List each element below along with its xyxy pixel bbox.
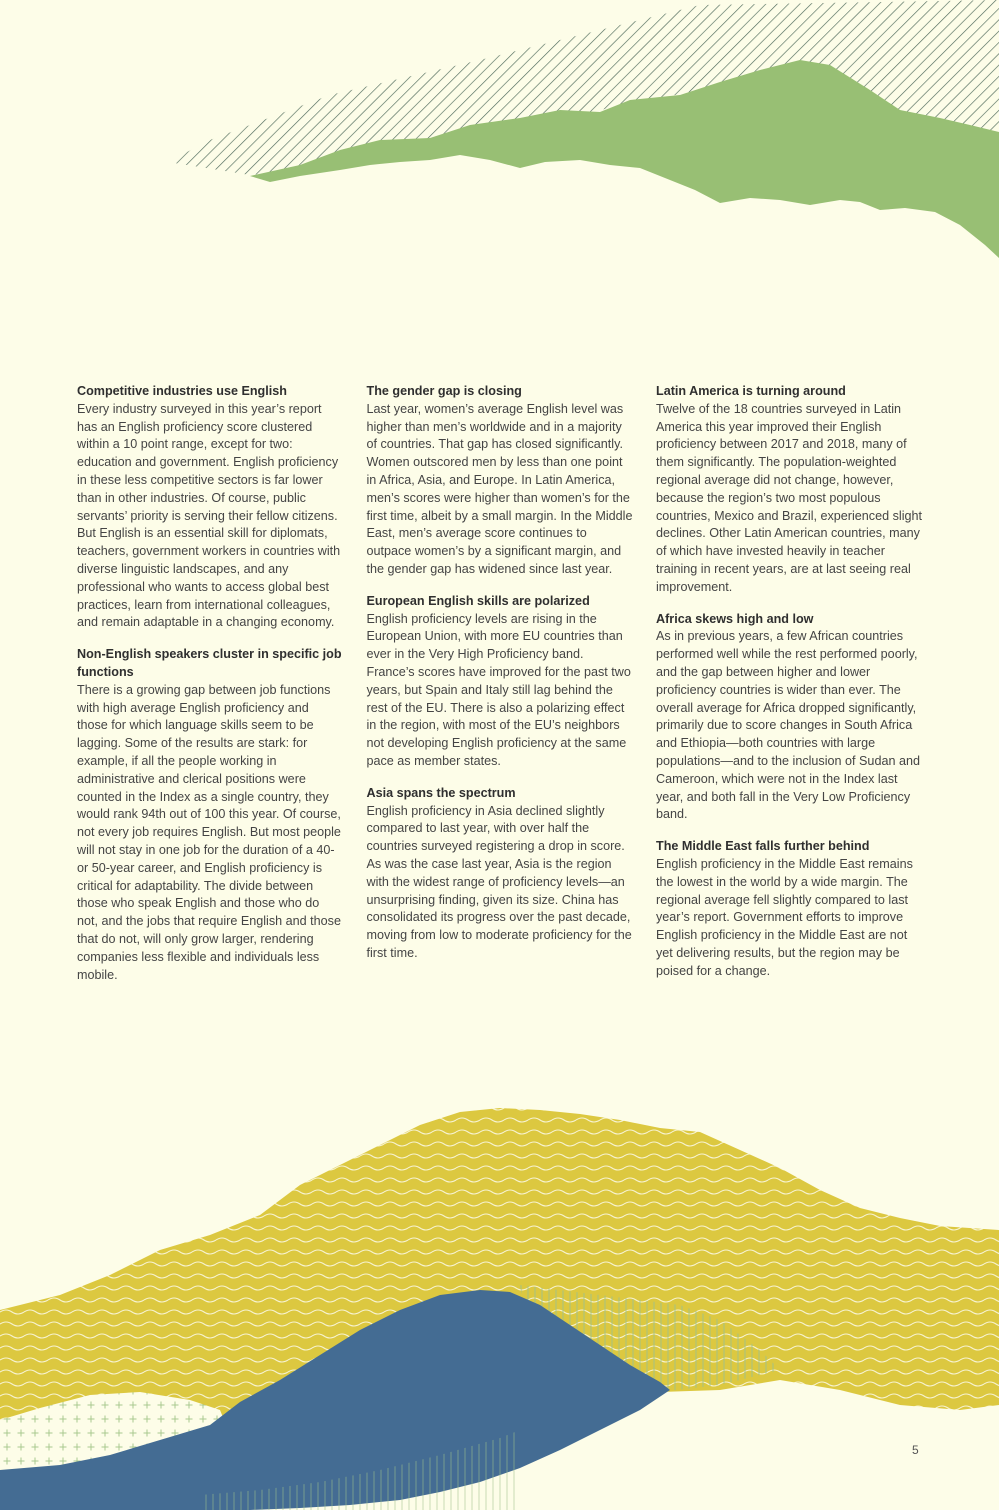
section-heading: Latin America is turning around bbox=[656, 384, 846, 398]
section-latin-america bbox=[656, 383, 922, 597]
section-body: English proficiency in the Middle East remains the lowest in the world by a wide margin. The regional average fell slightly compared to last year’s report. Government efforts to improve English proficiency in the Middle East are not yet delivering results, but the region may be poised for a change. bbox=[656, 856, 913, 978]
section-heading: Non-English speakers cluster in specific job functions bbox=[77, 647, 342, 679]
section-body: There is a growing gap between job functions with high average English proficiency and those for which language skills seem to be lagging. Some of the results are stark: for example, if all the people working in administrative and clerical positions were counted in the Index as a single country, they would rank 94th out of 100 this year. Of course, not every job requires English. But most people will not stay in one job for the duration of a 40- or 50-year career, and English proficiency is critical for adaptability. The divide between those who speak English and those who do not, and the jobs that require English and those that do not, will only grow larger, rendering companies less flexible and individuals less mobile. bbox=[77, 682, 341, 982]
top-mountain-illustration bbox=[0, 0, 999, 300]
section-heading: The Middle East falls further behind bbox=[656, 839, 870, 854]
section-job-functions bbox=[77, 646, 343, 984]
column-2 bbox=[367, 383, 633, 998]
section-middle-east bbox=[656, 838, 922, 980]
section-body: As in previous years, a few African countries performed well while the rest performed poorly, and the gap between higher and lower proficiency countries is wider than ever. The overall average for Africa dropped significantly, primarily due to score changes in South Africa and Ethiopia—both countries with large populations—and to the inclusion of Sudan and Cameroon, which were not in the Index last year, and both fall in the Very Low Proficiency band. bbox=[656, 629, 920, 822]
section-heading: European English skills are polarized bbox=[366, 593, 590, 608]
section-heading: Africa skews high and low bbox=[656, 611, 814, 626]
column-1 bbox=[77, 383, 343, 998]
section-body: Twelve of the 18 countries surveyed in Latin America this year improved their English proficiency between 2017 and 2018, many of them significantly. The population-weighted regional average did not change, however, because the region’s two most populous countries, Mexico and Brazil, experienced slight declines. Other Latin American countries, many of which have invested heavily in teacher training in recent years, are at last seeing real improvement. bbox=[656, 401, 922, 594]
section-asia bbox=[367, 785, 633, 963]
article-columns bbox=[77, 383, 922, 998]
section-heading: Asia spans the spectrum bbox=[366, 785, 516, 800]
section-heading: The gender gap is closing bbox=[366, 384, 522, 398]
section-body: Last year, women’s average English level was higher than men’s worldwide and in a majority of countries. That gap has closed significantly. Women outscored men by less than one point in Africa, Asia, and Europe. In Latin America, men’s scores were higher than women’s for the first time, albeit by a small margin. In the Middle East, men’s average score continues to outpace women’s by a significant margin, and the gender gap has widened since last year. bbox=[366, 401, 633, 576]
section-competitive-industries bbox=[77, 383, 343, 632]
section-heading: Competitive industries use English bbox=[77, 384, 287, 398]
page-number: 5 bbox=[912, 1443, 919, 1457]
bottom-mountain-illustration bbox=[0, 1090, 999, 1510]
section-africa bbox=[656, 611, 922, 825]
section-body: English proficiency in Asia declined slightly compared to last year, with over half the countries surveyed registering a drop in score. As was the case last year, Asia is the region with the widest range of proficiency levels—an unsurprising finding, given its size. China has consolidated its progress over the past decade, moving from low to moderate proficiency for the first time. bbox=[366, 803, 632, 960]
section-europe bbox=[367, 593, 633, 771]
column-3 bbox=[656, 383, 922, 998]
section-gender-gap bbox=[367, 383, 633, 579]
section-body: Every industry surveyed in this year’s report has an English proficiency score clustered within a 10 point range, except for two: education and government. English proficiency in these less competitive sectors is far lower than in other industries. Of course, public servants’ priority is serving their fellow citizens. But English is an essential skill for diplomats, teachers, government workers in countries with diverse linguistic landscapes, and any professional who wants to access global best practices, learn from international colleagues, and remain adaptable in a changing economy. bbox=[77, 401, 341, 630]
section-body: English proficiency levels are rising in the European Union, with more EU countries than ever in the Very High Proficiency band. France’s scores have improved for the past two years, but Spain and Italy still lag behind the rest of the EU. There is also a polarizing effect in the region, with most of the EU’s neighbors not developing English proficiency at the same pace as member states. bbox=[366, 611, 631, 768]
